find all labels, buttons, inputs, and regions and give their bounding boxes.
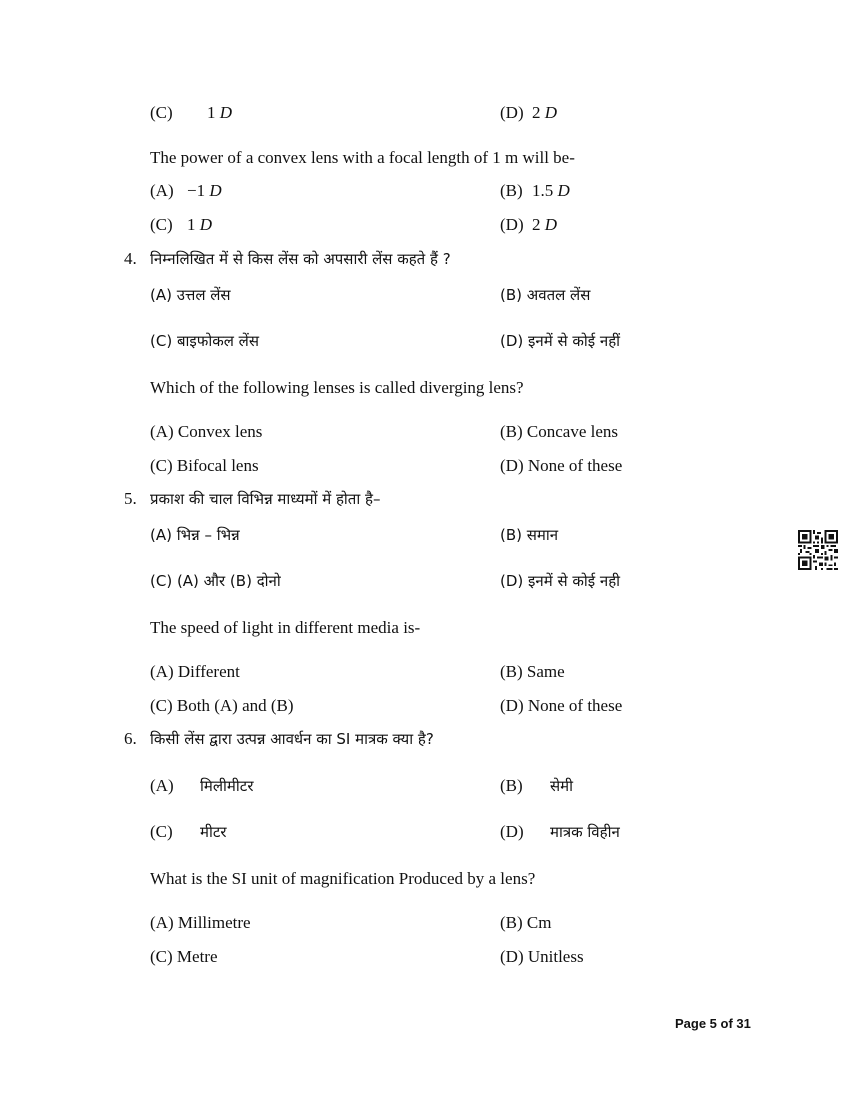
q4-hi-option-a: (A) उत्तल लेंस — [150, 286, 231, 304]
q4-number: 4. — [124, 249, 137, 268]
q6-hi-option-c-value: मीटर — [200, 823, 227, 841]
q5-hi-stem: प्रकाश की चाल विभिन्न माध्यमों में होता है– — [150, 490, 381, 508]
q4-hi-option-b: (B) अवतल लेंस — [500, 286, 591, 304]
q6-en-option-c: (C) Metre — [150, 947, 218, 966]
q3-en-option-d-label: (D) — [500, 215, 524, 234]
q3-cont-option-c-value: 1 D — [207, 103, 233, 122]
page-number: Page 5 of 31 — [675, 1016, 751, 1031]
q5-hi-option-b: (B) समान — [500, 526, 559, 544]
q4-en-stem: Which of the following lenses is called diverging lens? — [150, 378, 524, 397]
q4-hi-option-c: (C) बाइफोकल लेंस — [150, 332, 259, 350]
q3-en-stem: The power of a convex lens with a focal length of 1 m will be- — [150, 148, 575, 167]
q4-en-option-b: (B) Concave lens — [500, 422, 619, 441]
q3-cont-option-c-label: (C) — [150, 103, 173, 122]
q6-hi-option-a-value: मिलीमीटर — [200, 777, 254, 795]
q4-hi-stem: निम्नलिखित में से किस लेंस को अपसारी लेंस कहते हैं ? — [150, 250, 451, 268]
q3-cont-option-d-value: 2 D — [532, 103, 558, 122]
q6-hi-stem: किसी लेंस द्वारा उत्पन्न आवर्धन का SI मात्रक क्या है? — [150, 730, 434, 748]
q5-en-option-a: (A) Different — [150, 662, 240, 681]
q3-cont-option-d-label: (D) — [500, 103, 524, 122]
q6-hi-option-a-label: (A) — [150, 776, 174, 795]
q5-number: 5. — [124, 489, 137, 508]
q6-en-option-a: (A) Millimetre — [150, 913, 251, 932]
qr-code-icon — [798, 530, 838, 570]
q4-hi-option-d: (D) इनमें से कोई नहीं — [500, 332, 621, 350]
q5-en-stem: The speed of light in different media is- — [150, 618, 421, 637]
q5-en-option-c: (C) Both (A) and (B) — [150, 696, 294, 715]
q6-hi-option-c-label: (C) — [150, 822, 173, 841]
q3-en-option-b-value: 1.5 D — [532, 181, 570, 200]
q4-en-option-c: (C) Bifocal lens — [150, 456, 259, 475]
q3-en-option-b-label: (B) — [500, 181, 523, 200]
q5-hi-option-c: (C) (A) और (B) दोनो — [150, 572, 281, 590]
q4-en-option-d: (D) None of these — [500, 456, 623, 475]
q3-en-option-c-label: (C) — [150, 215, 173, 234]
q6-hi-option-b-value: सेमी — [550, 777, 573, 795]
q5-hi-option-d: (D) इनमें से कोई नही — [500, 572, 621, 590]
q4-en-option-a: (A) Convex lens — [150, 422, 263, 441]
q6-hi-option-d-label: (D) — [500, 822, 524, 841]
q6-en-option-d: (D) Unitless — [500, 947, 584, 966]
q6-hi-option-b-label: (B) — [500, 776, 523, 795]
q5-hi-option-a: (A) भिन्न – भिन्न — [150, 526, 240, 544]
q5-en-option-d: (D) None of these — [500, 696, 623, 715]
q3-en-option-a-value: −1 D — [187, 181, 222, 200]
q6-en-stem: What is the SI unit of magnification Produced by a lens? — [150, 869, 536, 888]
q3-en-option-d-value: 2 D — [532, 215, 558, 234]
q6-number: 6. — [124, 729, 137, 748]
q3-en-option-c-value: 1 D — [187, 215, 213, 234]
q3-en-option-a-label: (A) — [150, 181, 174, 200]
q5-en-option-b: (B) Same — [500, 662, 565, 681]
q6-en-option-b: (B) Cm — [500, 913, 552, 932]
q6-hi-option-d-value: मात्रक विहीन — [550, 823, 620, 841]
